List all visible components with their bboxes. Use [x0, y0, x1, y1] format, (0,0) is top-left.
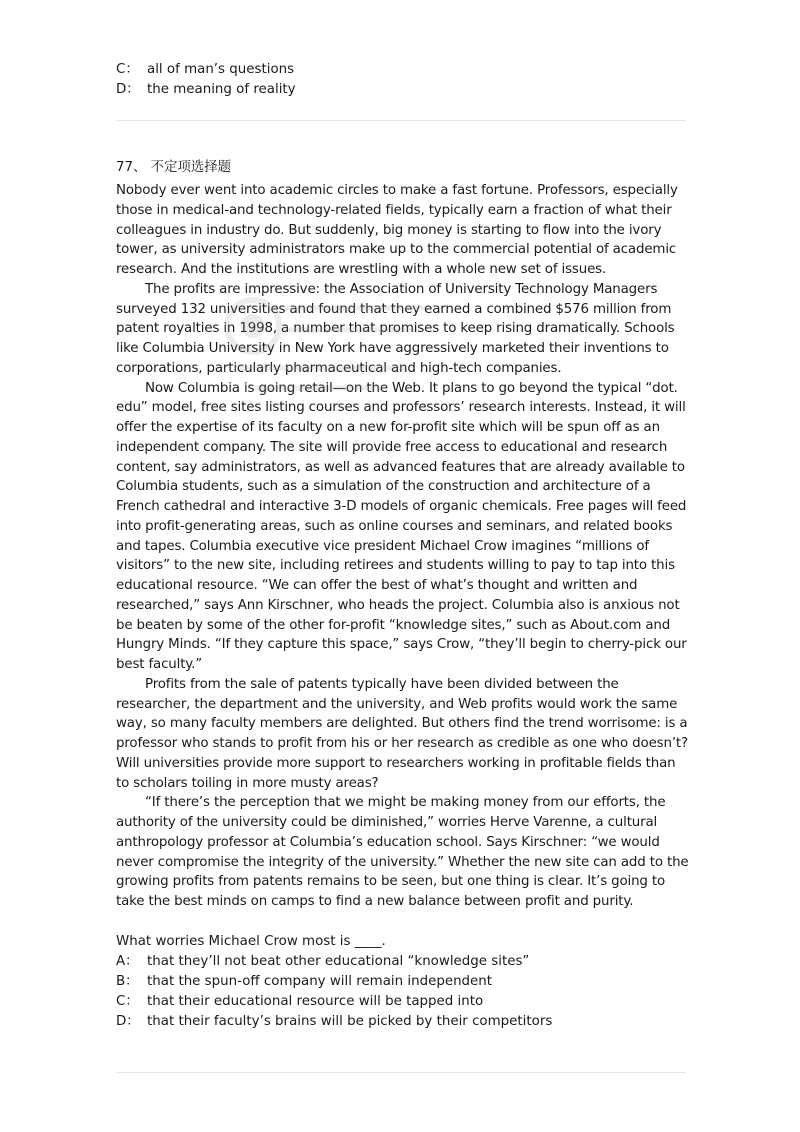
- exam-page: [116, 60, 690, 1029]
- option-key: C：: [116, 62, 139, 77]
- option-key: C：: [116, 993, 139, 1009]
- question-stem: What worries Michael Crow most is ____.: [116, 933, 386, 949]
- option-text: all of man’s questions: [147, 62, 295, 77]
- answer-options: [116, 952, 690, 1032]
- option-c[interactable]: [116, 992, 690, 1012]
- previous-question-options: [116, 60, 690, 100]
- passage-paragraph: “If there’s the perception that we might be making money from our efforts, the authority of the university could be diminished,” worries Herve Varenne, a cultural anthropology professor at Columbia’s education school. Says Kirschner: “we would never compromise the integrity of the university.” Whether the new site can add to the growing profits from patents remains to be seen, but one thing is clear. It’s going to take the best minds on camps to find a new balance between profit and purity.: [116, 795, 689, 909]
- option-key: D：: [116, 1013, 140, 1029]
- passage-paragraph: Profits from the sale of patents typically have been divided between the researcher, the department and the university, and Web profits would work the same way, so many faculty members are delighted. But others find the trend worrisome: is a professor who stands to profit from his or her research as credible as one who doesn’t? Will universities provide more support to researchers working in profitable fields than to scholars toiling in more musty areas?: [116, 676, 688, 791]
- question-divider: [116, 120, 686, 121]
- option-c[interactable]: [116, 60, 690, 80]
- option-d[interactable]: [116, 80, 690, 100]
- question-77: [116, 158, 690, 1032]
- option-b[interactable]: [116, 972, 690, 992]
- option-key: D：: [116, 82, 140, 97]
- question-number-label: 77、 不定项选择题: [116, 160, 232, 175]
- passage-paragraph: The profits are impressive: the Association of University Technology Managers surveyed 132 universities and found that they earned a combined $576 million from patent royalties in 1998, a number that promises to keep rising dramatically. Schools like Columbia University in New York have aggressively marketed their inventions to corporations, particularly pharmaceutical and high-tech companies.: [116, 281, 675, 376]
- option-text: that the spun-off company will remain independent: [147, 973, 493, 989]
- option-text: that they’ll not beat other educational “knowledge sites”: [147, 953, 530, 969]
- option-text: that their faculty’s brains will be picked by their competitors: [147, 1013, 553, 1029]
- option-text: that their educational resource will be tapped into: [147, 993, 484, 1009]
- option-a[interactable]: [116, 952, 690, 972]
- reading-passage: [116, 181, 690, 912]
- question-divider: [116, 1072, 686, 1073]
- option-text: the meaning of reality: [147, 82, 296, 97]
- passage-paragraph: Nobody ever went into academic circles to make a fast fortune. Professors, especially those in medical-and technology-related fields, typically earn a fraction of what their colleagues in industry do. But suddenly, big money is starting to flow into the ivory tower, as university administrators make up to the commercial potential of academic research. And the institutions are wrestling with a whole new set of issues.: [116, 183, 678, 277]
- option-d[interactable]: [116, 1012, 690, 1032]
- passage-paragraph: Now Columbia is going retail—on the Web. It plans to go beyond the typical “dot. edu” model, free sites listing courses and professors’ research interests. Instead, it will offer the expertise of its faculty on a new for-profit site which will be spun off as an independent company. The site will provide free access to educational and research content, say administrators, as well as advanced features that are already available to Columbia students, such as a simulation of the construction and architecture of a French cathedral and interactive 3-D models of organic chemicals. Free pages will feed into profit-generating areas, such as online courses and seminars, and related books and tapes. Columbia executive vice president Michael Crow imagines “millions of visitors” to the new site, including retirees and students willing to pay to tap into this educational resource. “We can offer the best of what’s thought and written and researched,” says Ann Kirschner, who heads the project. Columbia also is anxious not be beaten by some of the other for-profit “knowledge sites,” such as About.com and Hungry Minds. “If they capture this space,” says Crow, “they’ll begin to cherry-pick our best faculty.”: [116, 380, 687, 672]
- option-key: A：: [116, 953, 139, 969]
- option-key: B：: [116, 973, 139, 989]
